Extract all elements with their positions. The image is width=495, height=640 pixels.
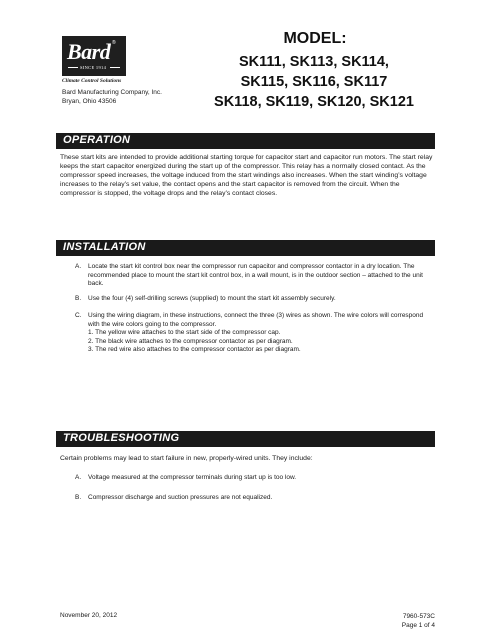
troubleshooting-intro: Certain problems may lead to start failure in new, properly-wired units. They include: — [60, 455, 313, 462]
logo-rule-left — [68, 67, 78, 68]
item-text-main: Using the wiring diagram, in these instructions, connect the three (3) wires as shown. The wire colors will correspond with the wire colors going to the compressor. — [88, 312, 424, 328]
model-line: SK115, SK116, SK117 — [240, 74, 388, 90]
document-code: 7960-573C — [402, 613, 435, 620]
sub-item: 2. The black wire attaches to the compressor contactor as per diagram. — [88, 337, 293, 345]
company-name: Bard Manufacturing Company, Inc. — [62, 89, 162, 96]
logo-rule-right — [110, 67, 120, 68]
item-text: Locate the start kit control box near the compressor run capacitor and compressor contactor in a dry location. The recommended place to mount the start kit control box, in a wall mount, is in the outdoor section – attached to the unit back. — [88, 263, 423, 288]
troubleshooting-heading: TROUBLESHOOTING — [63, 432, 180, 444]
item-text: Compressor discharge and suction pressures are not equalized. — [88, 494, 273, 501]
company-city: Bryan, Ohio 43506 — [62, 98, 117, 105]
model-title: MODEL: — [283, 30, 347, 47]
model-line: SK111, SK113, SK114, — [239, 54, 389, 70]
logo-since: SINCE 1914 — [80, 65, 107, 70]
operation-heading-bar — [56, 133, 435, 149]
item-label: B. — [75, 494, 82, 501]
registered-mark-icon: ® — [112, 40, 116, 46]
installation-heading: INSTALLATION — [63, 241, 146, 253]
page-number: Page 1 of 4 — [401, 622, 435, 629]
item-text — [88, 312, 433, 355]
logo-wordmark: Bard — [67, 39, 111, 64]
tagline: Climate Control Solutions — [62, 78, 122, 84]
item-label: A. — [75, 263, 82, 270]
bard-logo — [62, 36, 126, 76]
item-text: Voltage measured at the compressor terminals during start up is too low. — [88, 474, 297, 481]
sub-item: 3. The red wire also attaches to the compressor contactor as per diagram. — [88, 346, 301, 354]
troubleshooting-heading-bar — [56, 431, 435, 447]
footer-doc-info — [402, 612, 435, 630]
footer-date: November 20, 2012 — [60, 612, 118, 619]
operation-body: These start kits are intended to provide additional starting torque for capacitor start and capacitor run motors. The start relay keeps the start capacitor energized during the start up of the compressor. This relay has a normally closed contact. As the compressor speed increases, the voltage induced from the start windings also increases. When the start winding’s voltage increases to the relay’s set value, the contact opens and the start capacitor is removed from the circuit. When the compressor is stopped, the voltage drops and the relay’s contact closes. — [60, 154, 433, 197]
operation-heading: OPERATION — [63, 134, 131, 146]
installation-heading-bar — [56, 240, 435, 256]
item-label: C. — [75, 312, 82, 319]
model-line: SK118, SK119, SK120, SK121 — [214, 94, 414, 110]
item-label: A. — [75, 474, 82, 481]
sub-item: 1. The yellow wire attaches to the start side of the compressor cap. — [88, 329, 281, 337]
company-address — [62, 88, 162, 106]
item-text: Use the four (4) self-drilling screws (supplied) to mount the start kit assembly securely. — [88, 295, 336, 302]
item-label: B. — [75, 295, 82, 302]
model-list — [198, 52, 430, 112]
